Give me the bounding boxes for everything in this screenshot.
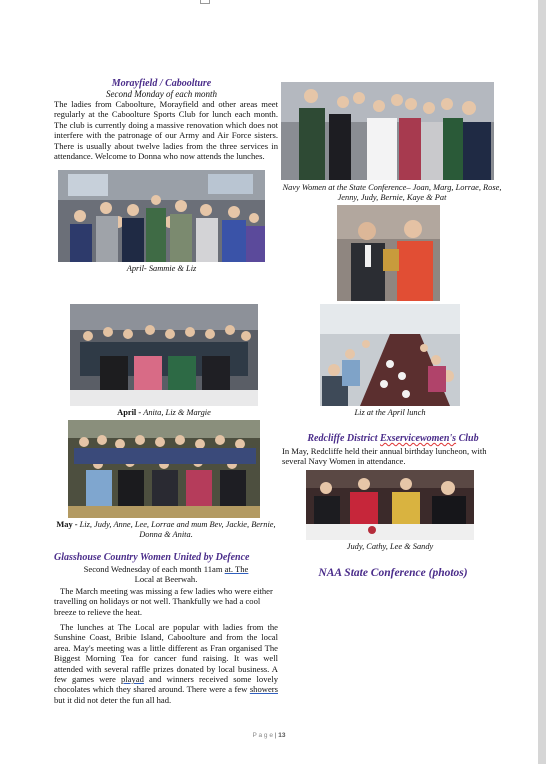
window-edge-bar: [538, 0, 546, 764]
section-subtitle-morayfield: Second Monday of each month: [106, 89, 217, 99]
page-footer: P a g e | 13: [252, 732, 286, 739]
section-title-morayfield: Morayfield / Caboolture: [111, 78, 212, 89]
photo-april-group: [58, 170, 265, 262]
caption-may-group: May - Liz, Judy, Anne, Lee, Lorrae and mum Bev, Jackie, Bernie, Donna & Anita.: [56, 520, 276, 539]
photo-redcliffe-luncheon: [306, 470, 474, 540]
section-body-redcliffe: In May, Redcliffe held their annual birthday luncheon, with several Navy Women in attendance.: [282, 446, 487, 467]
section-para-glasshouse-2: The lunches at The Local are popular with ladies from the Sunshine Coast, Bribie Island, Caboolture and from the local area. May's meeting was a little different as Fran organised The Biggest Morning Tea for cancer fund raising. It was well attended with several raffle prizes donated by local business. A few games were playad and winners received some lovely chocolates which they shared around. There were a few showers but it did not deter the fun all had.: [54, 622, 278, 705]
section-para-glasshouse-1: The March meeting was missing a few ladies who were either travelling on holidays or not well. Thankfully we had a cool breeze to relieve the heat.: [54, 586, 273, 617]
caption-navy-women-conference: Navy Women at the State Conference– Joan, Marg, Lorrae, Rose, Jenny, Judy, Bernie, Kaye & Pat: [282, 183, 502, 202]
section-subtitle-glasshouse: Second Wednesday of each month 11am at. The Local at Beerwah.: [83, 564, 249, 585]
photo-award-presentation: [337, 205, 440, 301]
photo-navy-women-conference: [281, 82, 494, 180]
section-title-redcliffe: Redcliffe District Exservicewomen's Club: [307, 433, 479, 444]
photo-may-group: [68, 420, 260, 518]
caption-redcliffe-luncheon: Judy, Cathy, Lee & Sandy: [346, 542, 434, 551]
caption-april-sammie-liz: April- Sammie & Liz: [126, 264, 197, 273]
photo-liz-april-lunch: [320, 304, 460, 406]
section-body-morayfield: The ladies from Caboolture, Morayfield and other areas meet regularly at the Caboolture Sports Club for lunch each month. The club is currently doing a massive renovation which does not interfere with the patronage of our Army and Air Force sisters. There is usually about twelve ladies from the three services in attendance. Welcome to Donna who now attends the lunches.: [54, 99, 278, 162]
caption-liz-april-lunch: Liz at the April lunch: [354, 408, 426, 417]
heading-naa-state-conference: NAA State Conference (photos): [318, 567, 468, 579]
photo-april-anita-liz-margie: [70, 304, 258, 406]
page-number: 13: [278, 732, 286, 739]
ruler-marker: [200, 0, 210, 4]
caption-april-group: April - Anita, Liz & Margie: [117, 408, 211, 417]
section-title-glasshouse: Glasshouse Country Women United by Defence: [54, 552, 250, 563]
